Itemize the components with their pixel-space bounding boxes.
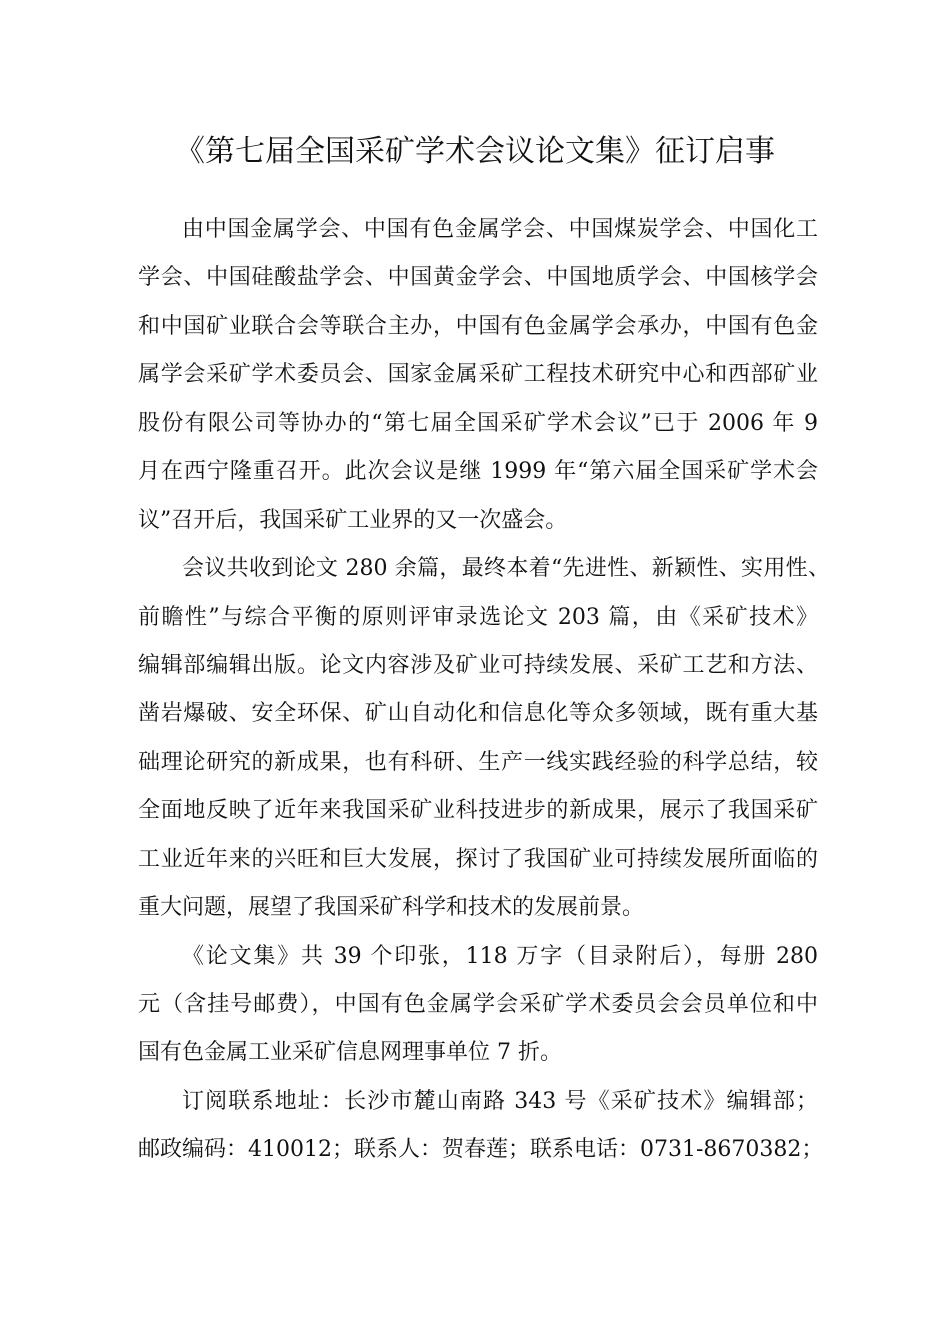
- paragraph-2-line-4: 凿岩爆破、安全环保、矿山自动化和信息化等众多领域，既有重大基: [138, 701, 818, 727]
- paragraph-1-line-4: 属学会采矿学术委员会、国家金属采矿工程技术研究中心和西部矿业: [138, 362, 818, 388]
- paragraph-3-line-3: 国有色金属工业采矿信息网理事单位 7 折。: [138, 1040, 562, 1066]
- paragraph-3-line-1: 《论文集》共 39 个印张，118 万字（目录附后），每册 280: [182, 943, 818, 969]
- paragraph-4-line-1: 订阅联系地址：长沙市麓山南路 343 号《采矿技术》编辑部；: [182, 1088, 818, 1114]
- paragraph-2-line-6: 全面地反映了近年来我国采矿业科技进步的新成果，展示了我国采矿: [138, 798, 818, 824]
- paragraph-4-line-2: 邮政编码：410012；联系人：贺春莲；联系电话：0731-8670382；: [138, 1137, 824, 1163]
- paragraph-2-line-5: 础理论研究的新成果，也有科研、生产一线实践经验的科学总结，较: [138, 749, 818, 775]
- paragraph-2-line-7: 工业近年来的兴旺和巨大发展，探讨了我国矿业可持续发展所面临的: [138, 846, 818, 872]
- paragraph-1-line-6: 月在西宁隆重召开。此次会议是继 1999 年“第六届全国采矿学术会: [138, 459, 818, 485]
- paragraph-1-line-3: 和中国矿业联合会等联合主办，中国有色金属学会承办，中国有色金: [138, 313, 818, 339]
- document-title: 《第七届全国采矿学术会议论文集》征订启事: [175, 134, 775, 169]
- paragraph-2-line-1: 会议共收到论文 280 余篇，最终本着“先进性、新颖性、实用性、: [182, 556, 830, 582]
- paragraph-2-line-3: 编辑部编辑出版。论文内容涉及矿业可持续发展、采矿工艺和方法、: [138, 652, 818, 678]
- paragraph-1-line-1: 由中国金属学会、中国有色金属学会、中国煤炭学会、中国化工: [182, 217, 818, 242]
- paragraph-2-line-8: 重大问题，展望了我国采矿科学和技术的发展前景。: [138, 895, 645, 921]
- paragraph-1-line-7: 议”召开后，我国采矿工业界的又一次盛会。: [138, 507, 568, 533]
- document-body: [138, 206, 838, 1175]
- paragraph-1-line-5: 股份有限公司等协办的“第七届全国采矿学术会议”已于 2006 年 9: [138, 410, 818, 436]
- paragraph-1-line-2: 学会、中国硅酸盐学会、中国黄金学会、中国地质学会、中国核学会: [138, 265, 818, 291]
- paragraph-2-line-2: 前瞻性”与综合平衡的原则评审录选论文 203 篇，由《采矿技术》: [138, 604, 818, 630]
- paragraph-3-line-2: 元（含挂号邮费），中国有色金属学会采矿学术委员会会员单位和中: [138, 992, 818, 1017]
